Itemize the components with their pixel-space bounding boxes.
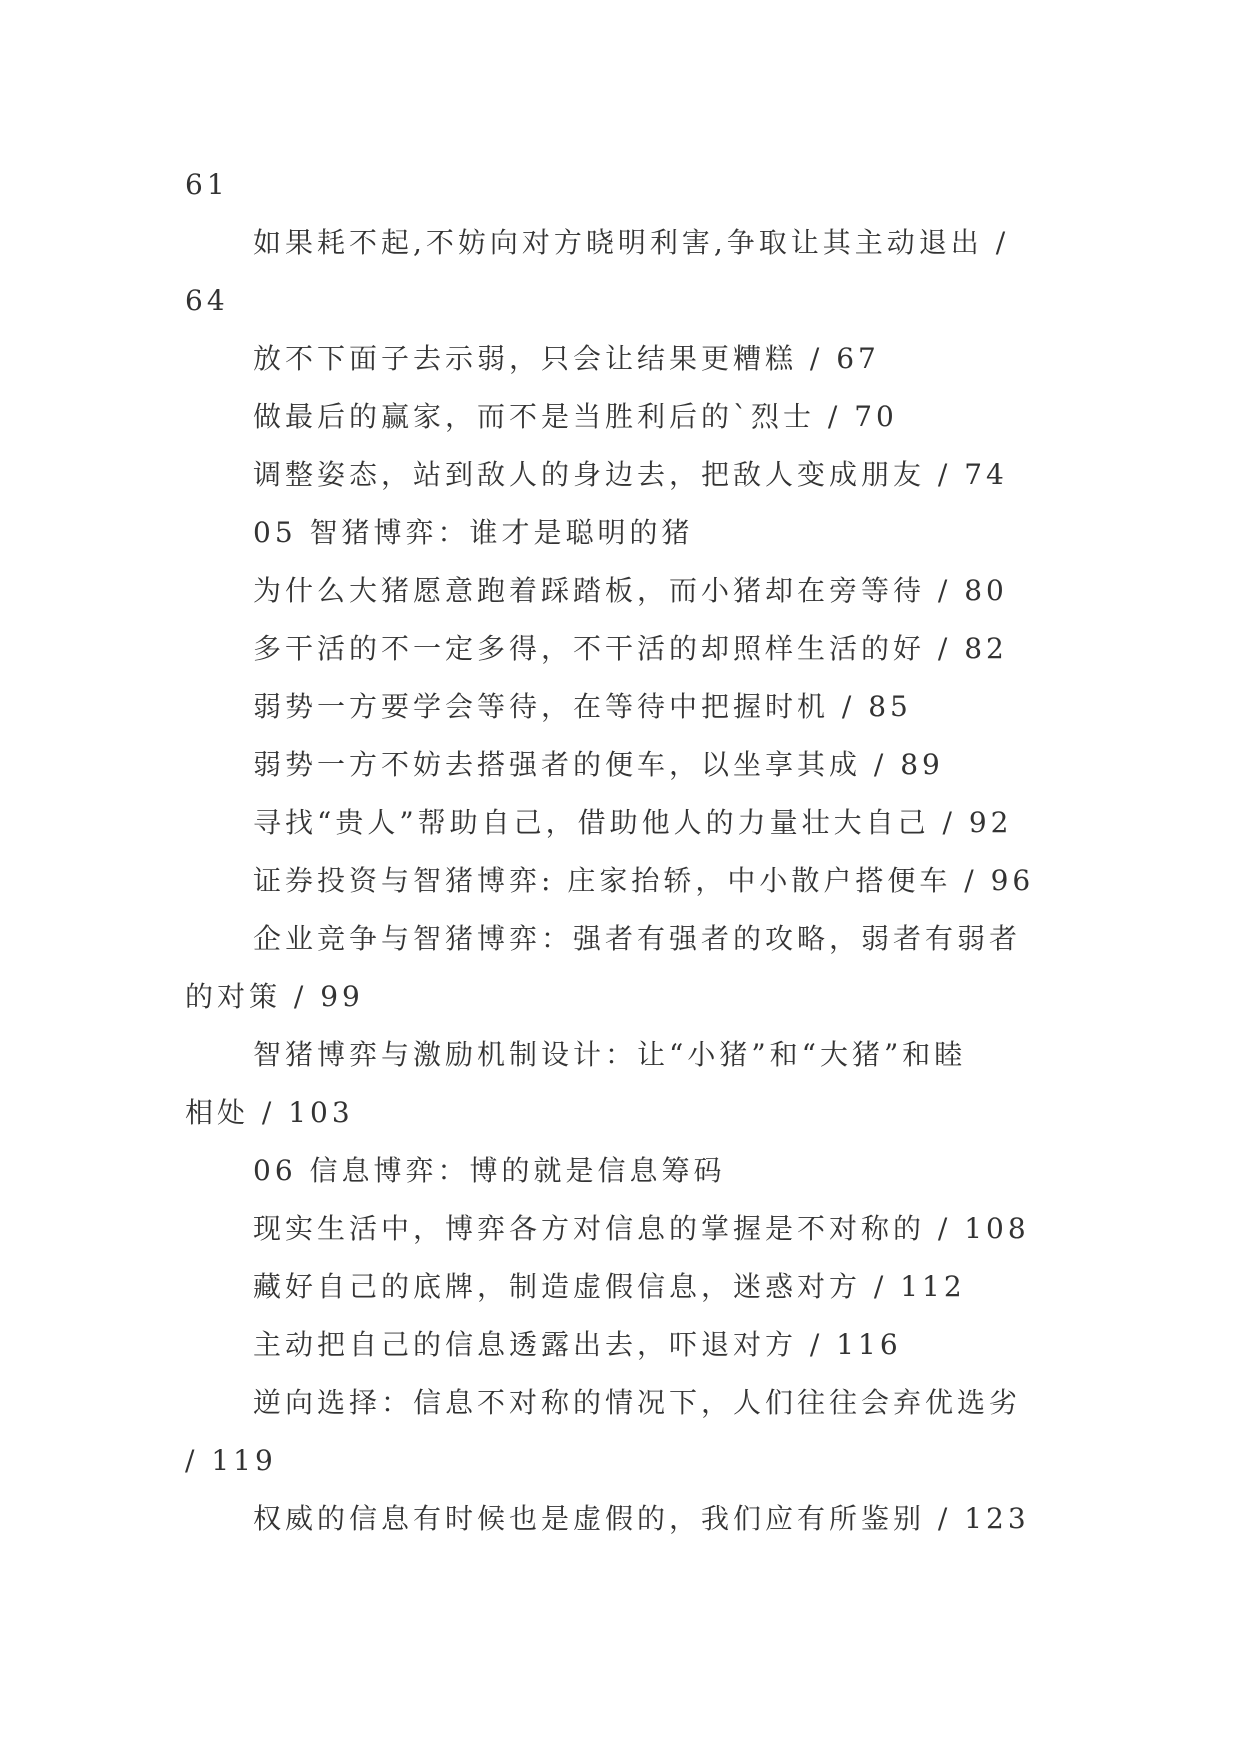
toc-line: 做最后的赢家，而不是当胜利后的`烈士 / 70 (253, 400, 898, 433)
toc-line: 多干活的不一定多得，不干活的却照样生活的好 / 82 (253, 632, 1008, 665)
toc-line: 企业竞争与智猪博弈：强者有强者的攻略，弱者有弱者 (253, 922, 1022, 955)
toc-line: 寻找“贵人”帮助自己，借助他人的力量壮大自己 / 92 (253, 806, 1013, 839)
toc-line: 主动把自己的信息透露出去，吓退对方 / 116 (253, 1328, 902, 1361)
toc-line: 证券投资与智猪博弈: 庄家抬轿，中小散户搭便车 / 96 (253, 864, 1035, 897)
toc-line: 为什么大猪愿意跑着踩踏板，而小猪却在旁等待 / 80 (253, 574, 1008, 607)
toc-line: 的对策 / 99 (185, 980, 364, 1013)
toc-line: 64 (185, 284, 229, 317)
toc-line: 放不下面子去示弱，只会让结果更糟糕 / 67 (253, 342, 880, 375)
toc-line: 弱势一方要学会等待，在等待中把握时机 / 85 (253, 690, 912, 723)
table-of-contents (185, 156, 1055, 1548)
toc-line: 弱势一方不妨去搭强者的便车，以坐享其成 / 89 (253, 748, 944, 781)
toc-line: 智猪博弈与激励机制设计：让“小猪”和“大猪”和睦 (253, 1038, 967, 1071)
toc-line: 藏好自己的底牌，制造虚假信息，迷惑对方 / 112 (253, 1270, 966, 1303)
toc-line: 如果耗不起,不妨向对方晓明利害,争取让其主动退出 / (253, 226, 1010, 259)
toc-line: 逆向选择：信息不对称的情况下，人们往往会弃优选劣 (253, 1386, 1022, 1419)
toc-line: / 119 (185, 1444, 277, 1477)
toc-line: 调整姿态，站到敌人的身边去，把敌人变成朋友 / 74 (253, 458, 1008, 491)
toc-line: 05 智猪博弈：谁才是聪明的猪 (253, 516, 694, 549)
toc-line: 06 信息博弈：博的就是信息筹码 (253, 1154, 726, 1187)
toc-line: 权威的信息有时候也是虚假的，我们应有所鉴别 / 123 (253, 1502, 1030, 1535)
toc-line: 相处 / 103 (185, 1096, 354, 1129)
toc-line: 61 (185, 168, 229, 201)
toc-line: 现实生活中，博弈各方对信息的掌握是不对称的 / 108 (253, 1212, 1030, 1245)
